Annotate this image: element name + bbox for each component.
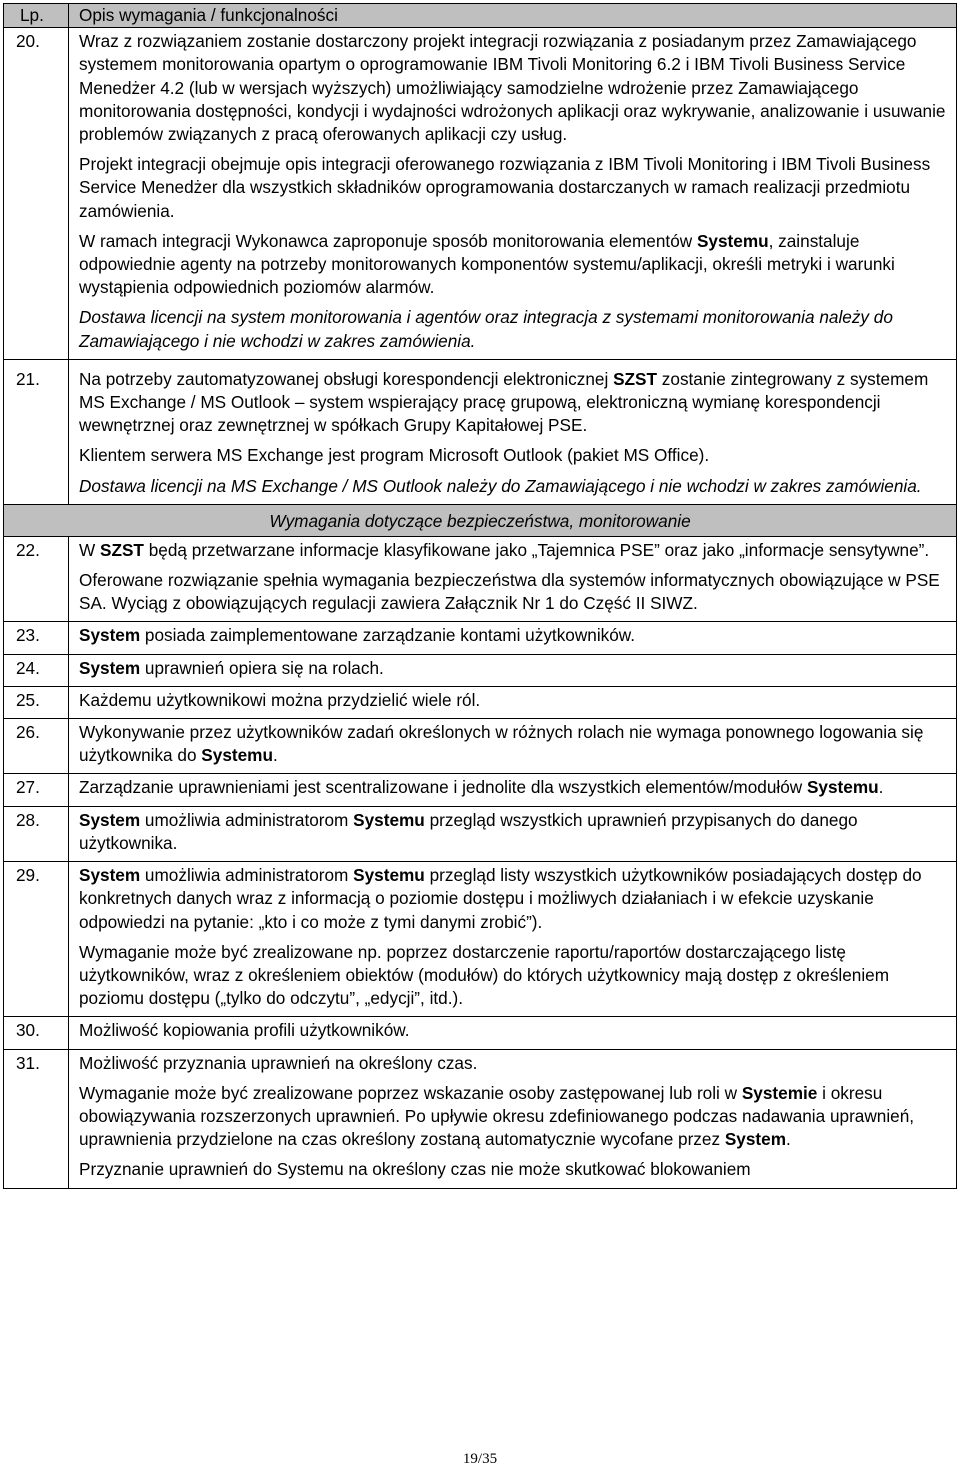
requirement-row-29 [4,862,957,1017]
paragraph: Klientem serwera MS Exchange jest program Microsoft Outlook (pakiet MS Office). [79,445,710,466]
row-number: 26. [16,722,40,743]
row-number: 25. [16,689,40,710]
table-header-row [4,4,957,28]
header-description: Opis wymagania / funkcjonalności [69,4,957,28]
paragraph: Możliwość kopiowania profili użytkowników. [79,1020,410,1041]
row-number: 23. [16,625,40,646]
paragraph: Zarządzanie uprawnieniami jest scentralizowane i jednolite dla wszystkich elementów/modułów Systemu. [79,777,884,798]
section-header-row [4,504,957,536]
requirement-row-23 [4,622,957,654]
row-number: 20. [16,31,40,52]
row-number: 24. [16,657,40,678]
row-number: 30. [16,1020,40,1041]
row-number: 27. [16,777,40,798]
row-number: 31. [16,1052,40,1073]
paragraph: Każdemu użytkownikowi można przydzielić wiele ról. [79,689,481,710]
row-number: 21. [16,368,40,389]
paragraph: System umożliwia administratorom Systemu przegląd listy wszystkich użytkowników posiadających dostęp do konkretnych danych wraz z informacją o poziomie dostępu i możliwych działaniach i w efekcie uzyskanie odpowiedzi na pytanie: „kto i co może z tymi danymi zrobić”). [79,865,922,932]
paragraph: Projekt integracji obejmuje opis integracji oferowanego rozwiązania z IBM Tivoli Monitoring i IBM Tivoli Business Service Menedżer dla wszystkich składników oprogramowania dostarczanych w ramach realizacji przedmiotu zamówienia. [79,154,931,221]
requirements-table [3,3,957,1189]
requirement-row-27 [4,774,957,806]
paragraph: Możliwość przyznania uprawnień na określony czas. [79,1052,478,1073]
page-number: 19/35 [462,1451,498,1467]
paragraph-note: Dostawa licencji na system monitorowania i agentów oraz integracja z systemami monitorowania należy do Zamawiającego i nie wchodzi w zakres zamówienia. [79,307,893,351]
row-number: 28. [16,809,40,830]
paragraph-note: Dostawa licencji na MS Exchange / MS Outlook należy do Zamawiającego i nie wchodzi w zakres zamówienia. [79,475,922,496]
header-lp: Lp. [4,4,69,28]
section-title: Wymagania dotyczące bezpieczeństwa, monitorowanie [269,510,691,531]
paragraph: System uprawnień opiera się na rolach. [79,657,384,678]
paragraph: Na potrzeby zautomatyzowanej obsługi korespondencji elektronicznej SZST zostanie zintegrowany z systemem MS Exchange / MS Outlook – system wspierający pracę grupową, elektroniczną wymianę korespondencji wewnętrznej oraz zewnętrznej w spółkach Grupy Kapitałowej PSE. [79,368,929,436]
requirement-row-26 [4,719,957,774]
paragraph: W SZST będą przetwarzane informacje klasyfikowane jako „Tajemnica PSE” oraz jako „informacje sensytywne”. [79,539,930,560]
requirement-row-24 [4,654,957,686]
paragraph: Wymaganie może być zrealizowane np. poprzez dostarczenie raportu/raportów dostarczającego listę użytkowników, wraz z określeniem obiektów (modułów) do których użytkownicy mają dostęp z określeniem poziomu dostępu („tylko do odczytu”, „edycji”, itd.). [79,941,890,1009]
paragraph: Wymaganie może być zrealizowane poprzez wskazanie osoby zastępowanej lub roli w Systemie i okresu obowiązywania rozszerzonych uprawnień. Po upływie okresu zdefiniowanego podczas nadawania uprawnień, uprawnienia przydzielone na czas określony zostaną automatycznie wycofane przez System. [79,1082,915,1150]
row-number: 29. [16,865,40,886]
paragraph: Wraz z rozwiązaniem zostanie dostarczony projekt integracji rozwiązania z posiadanym przez Zamawiającego systemem monitorowania opartym o oprogramowanie IBM Tivoli Monitoring 6.2 i IBM Tivoli Business Service Menedżer 4.2 (lub w wersjach wyższych) umożliwiający samodzielne wdrożenie przez Zamawiającego monitorowania dostępności, kondycji i wydajności wdrożonych aplikacji oraz wykrywanie, analizowanie i usuwanie problemów związanych z pracą oferowanych aplikacji czy usług. [79,31,946,145]
requirement-row-28 [4,806,957,861]
paragraph: System umożliwia administratorom Systemu przegląd wszystkich uprawnień przypisanych do danego użytkownika. [79,809,858,853]
paragraph: Wykonywanie przez użytkowników zadań określonych w różnych rolach nie wymaga ponownego logowania się użytkownika do Systemu. [79,722,924,766]
paragraph: Przyznanie uprawnień do Systemu na określony czas nie może skutkować blokowaniem [79,1159,751,1180]
requirement-row-31 [4,1049,957,1188]
requirement-row-20 [4,28,957,360]
paragraph: Oferowane rozwiązanie spełnia wymagania bezpieczeństwa dla systemów informatycznych obowiązujące w PSE SA. Wyciąg z obowiązujących regulacji zawiera Załącznik Nr 1 do Część II SIWZ. [79,570,940,614]
paragraph: W ramach integracji Wykonawca zaproponuje sposób monitorowania elementów Systemu, zainstaluje odpowiednie agenty na potrzeby monitorowanych komponentów systemu/aplikacji, określi metryki i warunki wystąpienia odpowiednich poziomów alarmów. [79,230,895,298]
requirement-row-21 [4,359,957,504]
requirement-row-22 [4,536,957,622]
requirement-row-30 [4,1017,957,1049]
requirement-row-25 [4,686,957,718]
paragraph: System posiada zaimplementowane zarządzanie kontami użytkowników. [79,625,636,646]
row-number: 22. [16,539,40,560]
